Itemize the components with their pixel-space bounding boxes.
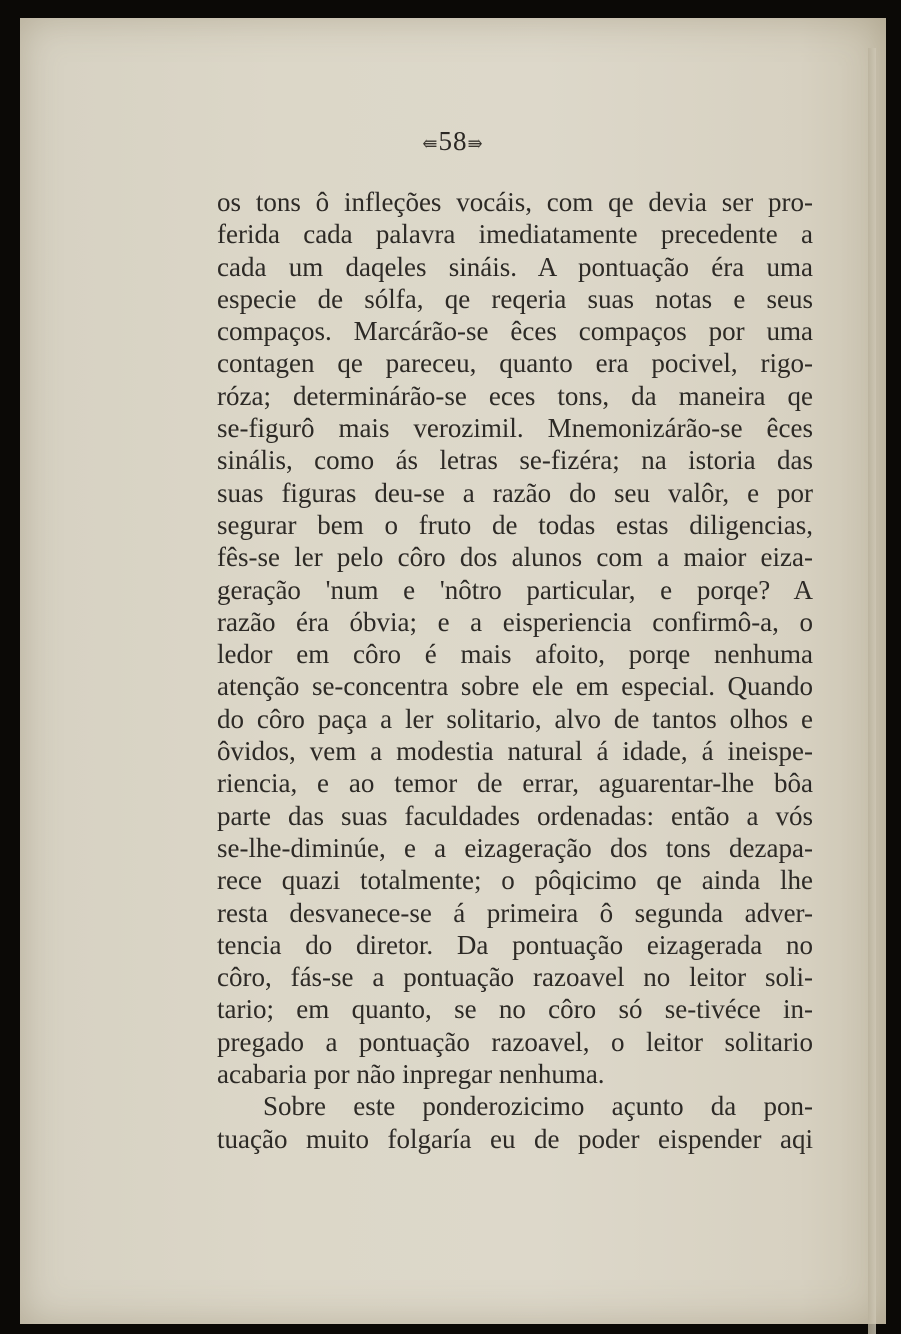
text-line: tario; em quanto, se no côro só se-tivéce in- bbox=[217, 994, 813, 1025]
text-line: os tons ô infleções vocáis, com qe devia ser pro- bbox=[217, 187, 813, 217]
text-line: do côro paça a ler solitario, alvo de tantos olhos e bbox=[217, 703, 813, 734]
text-line: atenção se-concentra sobre ele em especial. Quando bbox=[217, 671, 813, 702]
text-line: suas figuras deu-se a razão do seu valôr, e por bbox=[217, 477, 813, 508]
text-line: rece quazi totalmente; o pôqicimo qe ainda lhe bbox=[217, 865, 813, 896]
ornament-left-icon: ⇚ bbox=[422, 133, 439, 154]
text-line: cada um daqeles sináis. A pontuação éra uma bbox=[217, 251, 813, 282]
text-line: tuação muito folgaría eu de poder eispender aqi bbox=[217, 1123, 813, 1154]
text-line: contagen qe pareceu, quanto era pocivel, rigo- bbox=[217, 348, 813, 379]
text-line: sinális, como ás letras se-fizéra; na istoria das bbox=[217, 445, 813, 476]
adjacent-page-edge bbox=[868, 48, 876, 1334]
text-line: especie de sólfa, qe reqeria suas notas e seus bbox=[217, 283, 813, 314]
text-line: segurar bem o fruto de todas estas diligencias, bbox=[217, 509, 813, 540]
paper-page bbox=[20, 18, 886, 1324]
text-line: ledor em côro é mais afoito, porqe nenhuma bbox=[217, 639, 813, 670]
text-line: róza; determinárão-se eces tons, da maneira qe bbox=[217, 380, 813, 411]
page-number: 58 bbox=[438, 126, 468, 156]
text-line: parte das suas faculdades ordenadas: então a vós bbox=[217, 800, 813, 831]
text-line: razão éra óbvia; e a eisperiencia confirmô-a, o bbox=[217, 606, 813, 637]
page-header bbox=[20, 126, 886, 157]
body-text bbox=[217, 186, 813, 1155]
text-line: se-lhe-diminúe, e a eizageração dos tons dezapa- bbox=[217, 832, 813, 863]
ornament-right-icon: ⇛ bbox=[467, 133, 484, 154]
text-line: compaços. Marcárão-se êces compaços por uma bbox=[217, 316, 813, 347]
text-line: geração 'num e 'nôtro particular, e porqe? A bbox=[217, 574, 813, 605]
text-line: fês-se ler pelo côro dos alunos com a maior eiza- bbox=[217, 542, 813, 573]
text-line: ferida cada palavra imediatamente precedente a bbox=[217, 219, 813, 250]
text-line: tencia do diretor. Da pontuação eizagerada no bbox=[217, 929, 813, 960]
text-line: acabaria por não inpregar nenhuma. bbox=[217, 1059, 605, 1090]
text-line: resta desvanece-se á primeira ô segunda adver- bbox=[217, 897, 813, 928]
text-line: côro, fás-se a pontuação razoavel no leitor soli- bbox=[217, 962, 813, 993]
paragraph-start-line: Sobre este ponderozicimo açunto da pon- bbox=[263, 1091, 813, 1122]
scan-border bbox=[887, 0, 901, 1334]
text-line: riencia, e ao temor de errar, aguarentar-lhe bôa bbox=[217, 768, 813, 799]
text-line: ôvidos, vem a modestia natural á idade, á ineispe- bbox=[217, 736, 813, 767]
text-line: pregado a pontuação razoavel, o leitor solitario bbox=[217, 1026, 813, 1057]
text-line: se-figurô mais verozimil. Mnemonizárão-se êces bbox=[217, 413, 813, 444]
